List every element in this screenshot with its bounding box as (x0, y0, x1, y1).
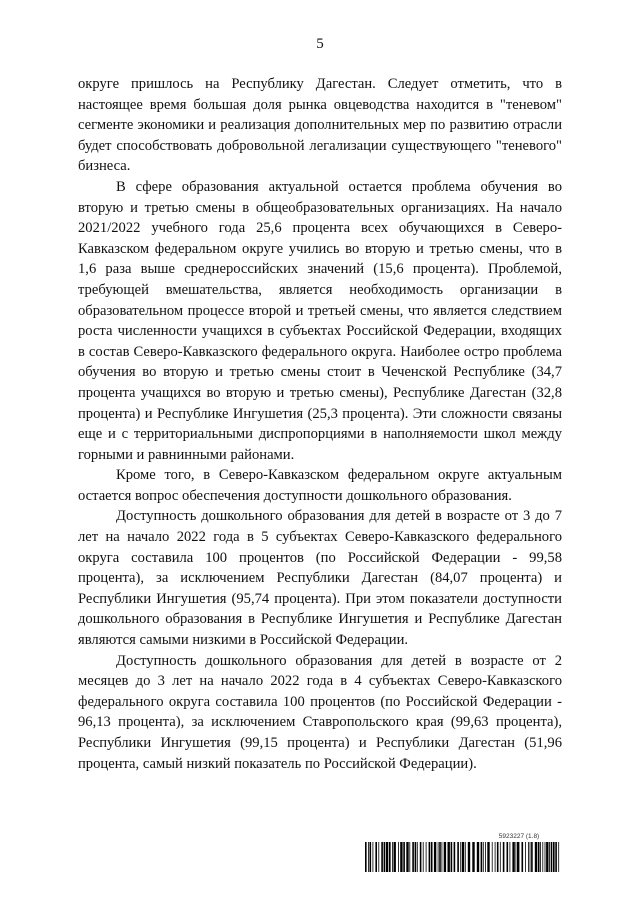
page-number: 5 (316, 36, 324, 52)
paragraph: Кроме того, в Северо-Кавказском федеральном округе актуальным остается вопрос обеспечения доступности дошкольного образования. (78, 467, 562, 504)
document-code: 5923227 (1.8) (498, 833, 540, 840)
paragraph: Доступность дошкольного образования для детей в возрасте от 3 до 7 лет на начало 2022 года в 5 субъектах Северо-Кавказского федерального округа составила 100 процентов (по Российской Федерации - 99,58 процента), за исключением Республики Дагестан (84,07 процента) и Республики Ингушетия (95,74 процента). При этом показатели доступности дошкольного образования в Республике Ингушетия и Республике Дагестан являются самыми низкими в Российской Федерации. (78, 508, 562, 649)
paragraph: Доступность дошкольного образования для детей в возрасте от 2 месяцев до 3 лет на начало 2022 года в 4 субъектах Северо-Кавказского федерального округа составила 100 процентов (по Российской Федерации - 96,13 процента), за исключением Ставропольского края (99,63 процента), Республики Ингушетия (99,15 процента) и Республики Дагестан (51,96 процента, самый низкий показатель по Российской Федерации). (78, 652, 562, 772)
paragraph: округе пришлось на Республику Дагестан. Следует отметить, что в настоящее время большая доля рынка овцеводства находится в "теневом" сегменте экономики и реализация дополнительных мер по развитию отрасли будет способствовать добровольной легализации существующего "теневого" бизнеса. (78, 76, 562, 175)
paragraph: В сфере образования актуальной остается проблема обучения во вторую и третью смены в общеобразовательных организациях. На начало 2021/2022 учебного года 25,6 процента всех обучающихся в Северо-Кавказском федеральном округе учились во вторую и третью смены, что в 1,6 раза выше среднероссийских значений (15,6 процента). Проблемой, требующей вмешательства, является необходимость организации в образовательном процессе второй и третьей смены, что является следствием роста численности учащихся в субъектах Российской Федерации, входящих в состав Северо-Кавказского федерального округа. Наиболее остро проблема обучения во вторую и третью смены стоит в Чеченской Республике (34,7 процента учащихся во вторую и третью смены), Республике Дагестан (32,8 процента) и Республике Ингушетия (25,3 процента). Эти сложности связаны еще и с территориальными диспропорциями в наполняемости школ между горными и равнинными районами. (78, 178, 562, 463)
barcode (365, 842, 562, 872)
document-body (78, 74, 562, 774)
